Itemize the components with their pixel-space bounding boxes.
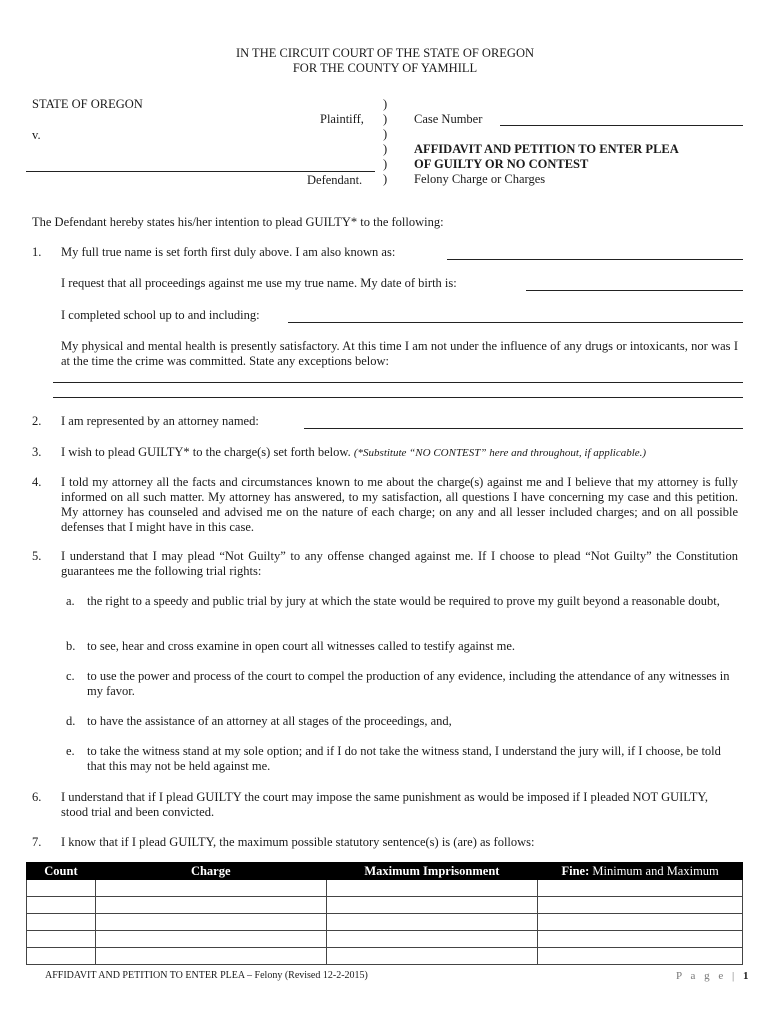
page-label: P a g e | — [676, 970, 738, 982]
plaintiff-label: Plaintiff, — [320, 112, 364, 126]
case-number-label: Case Number — [414, 112, 483, 126]
right-e-text: to take the witness stand at my sole option; and if I do not take the witness stand, I understand the jury will, if I choose, be told that this may not be held against me. — [87, 744, 721, 773]
right-b-letter: b. — [66, 639, 76, 653]
item-7-text: I know that if I plead GUILTY, the maximum possible statutory sentence(s) is (are) as follows: — [61, 835, 535, 849]
caption-parens — [383, 97, 387, 187]
right-d-letter: d. — [66, 714, 76, 728]
footer-form-title: AFFIDAVIT AND PETITION TO ENTER PLEA – Felony (Revised 12-2-2015) — [45, 970, 368, 981]
header-count: Count — [27, 863, 96, 880]
header-fine-label: Fine: — [561, 863, 590, 878]
aka-field[interactable] — [447, 259, 743, 260]
item-5-text: I understand that I may plead “Not Guilty” to any offense changed against me. If I choose to plead “Not Guilty” the Constitution guarantees me the following trial rights: — [61, 549, 738, 578]
charge-cell[interactable] — [95, 948, 326, 965]
item-6-text: I understand that if I plead GUILTY the court may impose the same punishment as would be imposed if I pleaded NOT GUILTY, stood trial and been convicted. — [61, 790, 708, 819]
form-title-line-1: AFFIDAVIT AND PETITION TO ENTER PLEA — [414, 142, 679, 156]
header-fine — [538, 863, 743, 880]
item-4-number: 4. — [32, 475, 42, 489]
page-indicator — [676, 970, 748, 982]
court-heading — [0, 46, 770, 76]
paren-6: ) — [383, 172, 388, 186]
plaintiff-name: STATE OF OREGON — [32, 97, 143, 111]
table-row — [27, 897, 743, 914]
paren-2: ) — [383, 112, 388, 126]
max-imprisonment-cell[interactable] — [326, 948, 538, 965]
max-imprisonment-cell[interactable] — [326, 880, 538, 897]
form-title — [414, 142, 679, 172]
right-c-letter: c. — [66, 669, 75, 683]
count-cell[interactable] — [27, 948, 96, 965]
fine-cell[interactable] — [538, 931, 743, 948]
item-3-statement: I wish to plead GUILTY* to the charge(s) set forth below. — [61, 445, 351, 459]
fine-cell[interactable] — [538, 914, 743, 931]
table-row — [27, 948, 743, 965]
item-4-text: I told my attorney all the facts and circumstances known to me about the charge(s) against me and I believe that my attorney is fully informed on all such matter. My attorney has answered, to my satisfaction, all questions I have concerning my case and this petition. My attorney has counseled and advised me on the nature of each charge; on any and all lesser included charges; and on all possible defenses that I might have in this case. — [61, 475, 738, 534]
max-imprisonment-cell[interactable] — [326, 931, 538, 948]
paren-5: ) — [383, 157, 388, 171]
item-5-number: 5. — [32, 549, 42, 563]
count-cell[interactable] — [27, 897, 96, 914]
item-3-number: 3. — [32, 445, 42, 459]
table-row — [27, 880, 743, 897]
right-b-text: to see, hear and cross examine in open court all witnesses called to testify against me. — [87, 639, 515, 653]
right-e-letter: e. — [66, 744, 75, 758]
header-charge: Charge — [95, 863, 326, 880]
table-row — [27, 931, 743, 948]
court-line-2: FOR THE COUNTY OF YAMHILL — [292, 61, 478, 75]
form-title-line-2: OF GUILTY OR NO CONTEST — [414, 157, 589, 171]
attorney-name-field[interactable] — [304, 428, 743, 429]
item-2-number: 2. — [32, 414, 42, 428]
right-c-text: to use the power and process of the court to compel the production of any evidence, including the attendance of any witnesses in my favor. — [87, 669, 730, 698]
right-d-text: to have the assistance of an attorney at all stages of the proceedings, and, — [87, 714, 452, 728]
fine-cell[interactable] — [538, 897, 743, 914]
table-row — [27, 914, 743, 931]
form-subtitle: Felony Charge or Charges — [414, 172, 546, 186]
exceptions-line-1[interactable] — [53, 382, 743, 383]
item-1-aka-text: My full true name is set forth first duly above. I am also known as: — [61, 245, 396, 259]
header-fine-range: Minimum and Maximum — [589, 863, 719, 878]
item-1-dob-text: I request that all proceedings against me use my true name. My date of birth is: — [61, 276, 457, 290]
item-1-number: 1. — [32, 245, 42, 259]
dob-field[interactable] — [526, 290, 743, 291]
charge-cell[interactable] — [95, 931, 326, 948]
item-1-school-text: I completed school up to and including: — [61, 308, 260, 322]
item-3-note: (*Substitute “NO CONTEST” here and throughout, if applicable.) — [353, 447, 647, 459]
versus-label: v. — [32, 128, 41, 142]
school-field[interactable] — [288, 322, 743, 323]
court-line-1: IN THE CIRCUIT COURT OF THE STATE OF OREGON — [235, 46, 535, 60]
count-cell[interactable] — [27, 931, 96, 948]
fine-cell[interactable] — [538, 948, 743, 965]
item-3-text — [61, 445, 738, 461]
paren-4: ) — [383, 142, 388, 156]
sentence-table — [26, 862, 743, 965]
right-a-letter: a. — [66, 594, 75, 608]
paren-1: ) — [383, 97, 388, 111]
exceptions-line-2[interactable] — [53, 397, 743, 398]
item-7-number: 7. — [32, 835, 42, 849]
charge-cell[interactable] — [95, 880, 326, 897]
item-1-health-text: My physical and mental health is presently satisfactory. At this time I am not under the influence of any drugs or intoxicants, nor was I at the time the crime was committed. State any exceptions below: — [61, 339, 738, 368]
right-a-text: the right to a speedy and public trial by jury at which the state would be required to prove my guilt beyond a reasonable doubt, — [87, 594, 720, 608]
page-number: 1 — [742, 970, 749, 982]
max-imprisonment-cell[interactable] — [326, 914, 538, 931]
fine-cell[interactable] — [538, 880, 743, 897]
intro-statement: The Defendant hereby states his/her intention to plead GUILTY* to the following: — [32, 215, 444, 229]
count-cell[interactable] — [27, 880, 96, 897]
sentence-table-header — [27, 863, 743, 880]
defendant-label: Defendant. — [307, 173, 363, 187]
case-number-field[interactable] — [500, 125, 743, 126]
header-max-imprisonment: Maximum Imprisonment — [326, 863, 538, 880]
charge-cell[interactable] — [95, 897, 326, 914]
max-imprisonment-cell[interactable] — [326, 897, 538, 914]
charge-cell[interactable] — [95, 914, 326, 931]
defendant-name-line[interactable] — [26, 171, 375, 172]
count-cell[interactable] — [27, 914, 96, 931]
item-2-text: I am represented by an attorney named: — [61, 414, 259, 428]
item-6-number: 6. — [32, 790, 42, 804]
paren-3: ) — [383, 127, 388, 141]
